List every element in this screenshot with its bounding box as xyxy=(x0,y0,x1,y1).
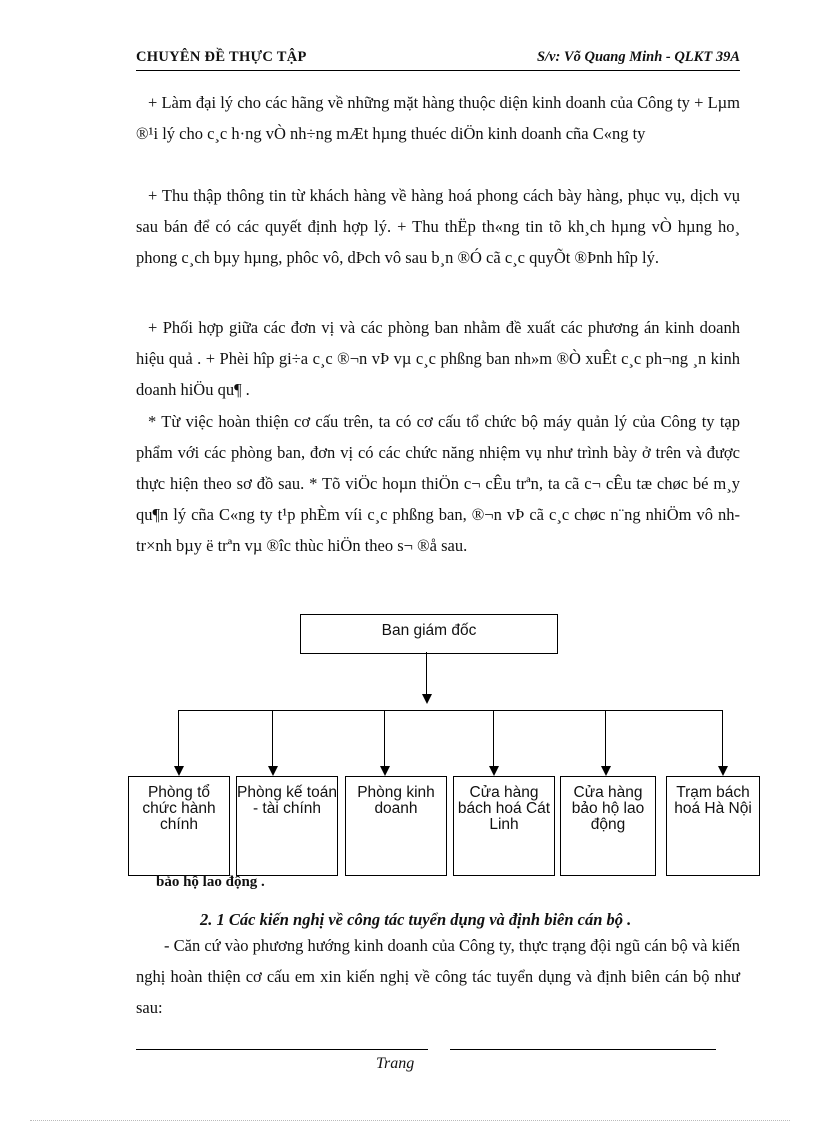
section-body: - Căn cứ vào phương hướng kinh doanh của Công ty, thực trạng đội ngũ cán bộ và kiến nghị hoàn thiện cơ cấu em xin kiến nghị về công tác tuyển dụng và định biên cán bộ như sau: xyxy=(136,936,740,1017)
footer-divider xyxy=(450,1049,716,1050)
arrow-down-icon xyxy=(174,766,184,776)
connector-line xyxy=(426,652,427,694)
page-edge xyxy=(30,1120,790,1121)
org-box-top-label: Ban giám đốc xyxy=(381,622,477,639)
org-unit-label: Cửa hàng bách hoá Cát Linh xyxy=(457,784,551,833)
org-box-unit xyxy=(666,776,760,876)
connector-line xyxy=(272,710,273,766)
org-unit-label: Trạm bách hoá Hà Nội xyxy=(674,784,752,817)
connector-line xyxy=(722,710,723,766)
page-footer: Trang xyxy=(376,1055,415,1072)
paragraph-3: + Phối hợp giữa các đơn vị và các phòng ban nhằm đề xuất các phương án kinh doanh hiệu quả . + Phèi hîp gi÷a c¸c ®¬n vÞ vµ c¸c phßng ban nh»m ®Ò xuÊt c¸c ph¬ng ¸n kinh doanh hiÖu qu¶ . xyxy=(136,318,740,399)
arrow-down-icon xyxy=(718,766,728,776)
org-unit-label: Cửa hàng bảo hộ lao động xyxy=(571,784,645,833)
arrow-down-icon xyxy=(489,766,499,776)
org-box-top xyxy=(300,614,558,654)
arrow-down-icon xyxy=(380,766,390,776)
connector-line xyxy=(178,710,179,766)
page-header xyxy=(136,48,740,71)
paragraph-2: + Thu thập thông tin từ khách hàng về hàng hoá phong cách bày hàng, phục vụ, dịch vụ sau bán để có các quyết định hợp lý. + Thu thËp th«ng tin tõ kh¸ch hµng vÒ hµng ho¸ phong c¸ch bµy hµng, phôc vô, dÞch vô sau b¸n ®Ó cã c¸c quyÕt ®Þnh hîp lý. xyxy=(136,186,740,267)
arrow-down-icon xyxy=(422,694,432,704)
org-unit-label: Phòng kế toán - tài chính xyxy=(237,784,337,817)
arrow-down-icon xyxy=(268,766,278,776)
section-title: 2. 1 Các kiến nghị về công tác tuyển dụng và định biên cán bộ . xyxy=(200,910,632,929)
header-author: S/v: Võ Quang Minh - QLKT 39A xyxy=(536,49,740,65)
footer-divider xyxy=(136,1049,428,1050)
paragraph-1: + Làm đại lý cho các hãng về những mặt hàng thuộc diện kinh doanh của Công ty + Lµm ®¹i lý cho c¸c h·ng vÒ nh÷ng mÆt hµng thuéc diÖn kinh doanh cña C«ng ty xyxy=(136,93,740,143)
org-box-unit xyxy=(128,776,230,876)
org-box-unit xyxy=(345,776,447,876)
org-unit-label: Phòng kinh doanh xyxy=(357,784,435,817)
org-box-unit xyxy=(236,776,338,876)
connector-line xyxy=(493,710,494,766)
figure-caption: bảo hộ lao động . xyxy=(156,874,265,890)
header-title: CHUYÊN ĐỀ THỰC TẬP xyxy=(136,49,307,65)
connector-line xyxy=(384,710,385,766)
org-unit-label: Phòng tổ chức hành chính xyxy=(142,784,216,833)
connector-line xyxy=(605,710,606,766)
arrow-down-icon xyxy=(601,766,611,776)
connector-line xyxy=(178,710,723,711)
paragraph-4: * Từ việc hoàn thiện cơ cấu trên, ta có cơ cấu tổ chức bộ máy quản lý của Công ty tạp phẩm với các phòng ban, đơn vị có các chức năng nhiệm vụ như trình bày ở trên và được thực hiện theo sơ đồ sau. * Tõ viÖc hoµn thiÖn c¬ cÊu trªn, ta cã c¬ cÊu tæ chøc bé m¸y qu¶n lý cña C«ng ty t¹p phÈm víi c¸c phßng ban, ®¬n vÞ cã c¸c chøc n¨ng nhiÖm vô nh tr×nh bµy ë trªn vµ ®îc thùc hiÖn theo s¬ ®å sau. xyxy=(136,412,740,555)
org-box-unit xyxy=(453,776,555,876)
org-box-unit xyxy=(560,776,656,876)
